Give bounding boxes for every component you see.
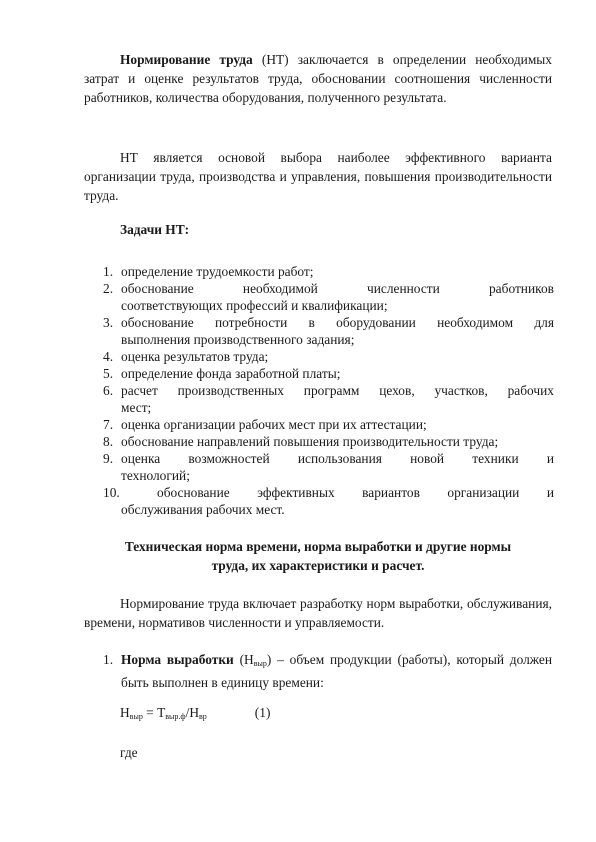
formula-1: $Н_{выр} = Т_{выр.ф}/Н_{вр}$ (1) bbox=[120, 705, 271, 721]
section-title: Техническая норма времени, норма выработки и другие нормы труда, их характеристики и расчет. bbox=[124, 539, 512, 573]
list-item: 6. расчет производственных программ цехов, участков, рабочих мест; bbox=[103, 383, 554, 415]
list-item: 10. обоснование эффективных вариантов организации и обслуживания рабочих мест. bbox=[103, 485, 554, 517]
term-norma-vyrabotki: Норма выработки bbox=[121, 652, 234, 667]
norm-output-item: 1. Норма выработки $(Н_{выр})$ – объем продукции (работы), который должен быть выполнен в единицу времени: bbox=[103, 652, 552, 690]
list-item: 1. определение трудоемкости работ; bbox=[103, 264, 314, 279]
tasks-list bbox=[84, 263, 554, 518]
list-item: 2. обоснование необходимой численности работников соответствующих профессий и квалификации; bbox=[103, 281, 554, 313]
where-label: где bbox=[120, 745, 138, 760]
list-item: 8. обоснование направлений повышения производительности труда; bbox=[103, 434, 499, 449]
list-item: 7. оценка организации рабочих мест при их аттестации; bbox=[103, 417, 427, 432]
list-item: 4. оценка результатов труда; bbox=[103, 349, 269, 364]
intro-paragraph-2: НТ является основой выбора наиболее эффективного варианта организации труда, производства и управления, повышения производительности труда. bbox=[84, 150, 552, 203]
term-normirovanie: Нормирование труда bbox=[120, 52, 253, 67]
list-item: 5. определение фонда заработной платы; bbox=[103, 366, 341, 381]
list-item: 9. оценка возможностей использования новой техники и технологий; bbox=[103, 451, 554, 483]
list-item: 3. обоснование потребности в оборудовании необходимом для выполнения производственного задания; bbox=[103, 315, 554, 347]
section-intro-paragraph: Нормирование труда включает разработку норм выработки, обслуживания, времени, нормативов численности и управляемости. bbox=[84, 596, 552, 630]
intro-paragraph: Нормирование труда (НТ) заключается в определении необходимых затрат и оценке результатов труда, обосновании соотношения численности работников, количества оборудования, полученного результата. bbox=[84, 52, 552, 105]
formula-number: (1) bbox=[254, 705, 271, 720]
tasks-heading: Задачи НТ: bbox=[120, 222, 190, 237]
